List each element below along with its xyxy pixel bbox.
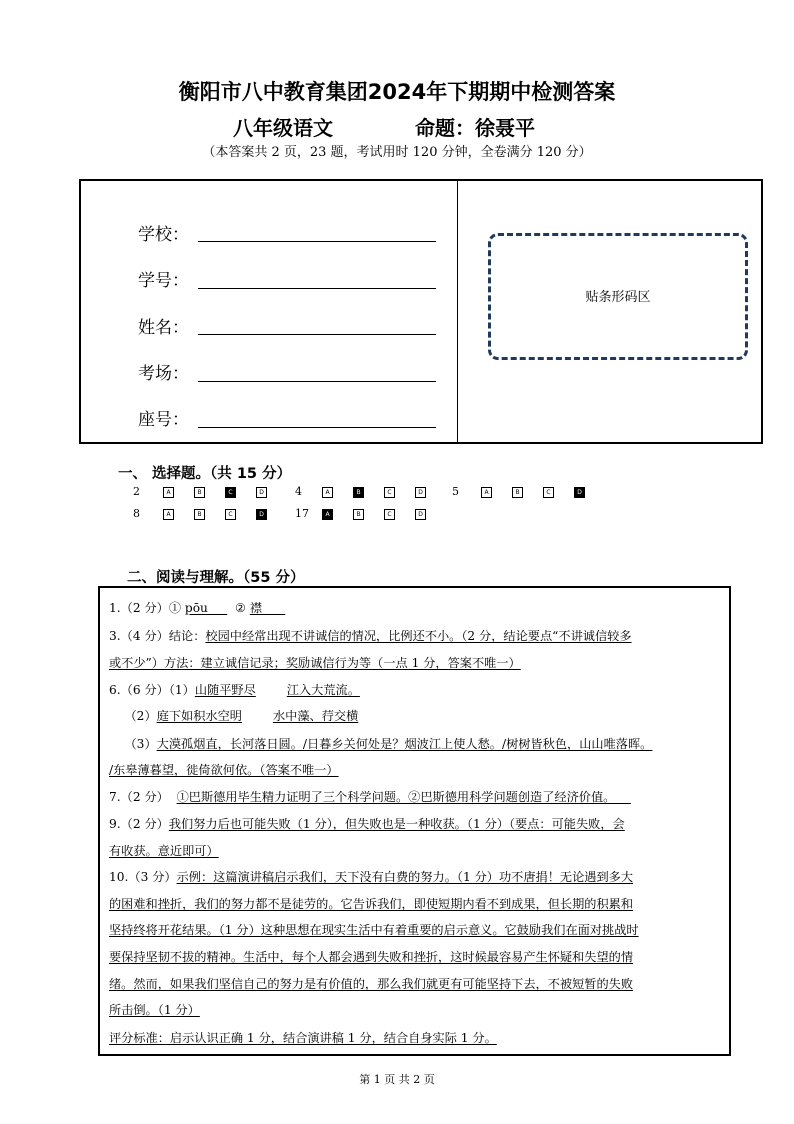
answer-prefix: （2） (109, 709, 157, 723)
option-bubble-d[interactable]: D (256, 487, 267, 498)
answer-text: 校园中经常出现不讲诚信的情况，比例还不小。（2 分，结论要点“不讲诚信较多 (205, 629, 632, 643)
answer-line (109, 736, 652, 752)
info-box-divider (457, 181, 458, 442)
answer-text: 要保持坚韧不拔的精神。生活中，每个人都会遇到失败和挫折，这时候最容易产生怀疑和失望的情 (109, 950, 634, 964)
answer-line (109, 600, 285, 616)
option-bubble-d[interactable]: D (415, 487, 426, 498)
answer-line (109, 976, 633, 992)
question-number: 5 (452, 485, 459, 498)
option-bubble-c[interactable]: C (225, 509, 236, 520)
answer-text: 襟 (249, 601, 286, 615)
answer-line (109, 762, 339, 778)
exam-note: （本答案共 2 页，23 题，考试用时 120 分钟，全卷满分 120 分） (202, 145, 592, 160)
option-bubble-c[interactable]: C (543, 487, 554, 498)
option-bubble-c[interactable]: C (225, 487, 236, 498)
exam-room-field[interactable] (198, 381, 436, 382)
school-field[interactable] (198, 241, 436, 242)
answer-text: pōu (184, 601, 228, 615)
option-bubble-a[interactable]: A (163, 509, 174, 520)
answer-text: 庭下如积水空明 (156, 709, 242, 723)
author-label: 命题：徐聂平 (415, 116, 535, 140)
question-number: 4 (295, 485, 302, 498)
subject-label: 八年级语文 (233, 116, 333, 140)
page-footer: 第 1 页 共 2 页 (359, 1073, 435, 1086)
answer-prefix: 7.（2 分） (109, 790, 177, 804)
answer-text: 山随平野尽 (194, 683, 256, 697)
barcode-label: 贴条形码区 (585, 290, 651, 305)
answer-prefix: 1.（2 分）① (109, 601, 185, 615)
answer-text: 水中藻、荇交横 (272, 709, 359, 723)
answer-prefix (242, 709, 273, 723)
option-bubble-d[interactable]: D (256, 509, 267, 520)
answer-line (109, 1002, 200, 1018)
option-bubble-c[interactable]: C (384, 487, 395, 498)
exam-title: 衡阳市八中教育集团2024年下期期中检测答案 (178, 80, 616, 104)
answer-prefix: 6.（6 分）（1） (109, 683, 195, 697)
option-bubble-b[interactable]: B (353, 509, 364, 520)
answer-text: 我们努力后也可能失败（1 分），但失败也是一种收获。（1 分）（要点：可能失败，会 (168, 817, 625, 831)
option-bubble-b[interactable]: B (353, 487, 364, 498)
question-number: 17 (295, 507, 309, 520)
option-bubble-b[interactable]: B (194, 487, 205, 498)
answer-line (109, 896, 633, 912)
answer-prefix: 9.（2 分） (109, 817, 169, 831)
name-field[interactable] (198, 334, 436, 335)
answer-line (109, 816, 625, 832)
student-id-label: 学号： (138, 271, 189, 291)
answer-text: 示例：这篇演讲稿启示我们，天下没有白费的努力。（1 分）功不唐捐！无论遇到多大 (176, 870, 634, 884)
option-bubble-a[interactable]: A (322, 487, 333, 498)
school-label: 学校： (138, 225, 189, 245)
answer-line (109, 869, 633, 885)
option-bubble-d[interactable]: D (415, 509, 426, 520)
answer-line (109, 708, 358, 724)
option-bubble-a[interactable]: A (481, 487, 492, 498)
answer-prefix: （3） (109, 737, 157, 751)
answer-line (109, 789, 631, 805)
answer-line (109, 655, 521, 671)
section2-heading: 二、阅读与理解。（55 分） (127, 570, 305, 586)
answer-text: 评分标准：启示认识正确 1 分，结合演讲稿 1 分，结合自身实际 1 分。 (109, 1031, 497, 1045)
student-id-field[interactable] (198, 288, 436, 289)
option-bubble-c[interactable]: C (384, 509, 395, 520)
option-bubble-a[interactable]: A (163, 487, 174, 498)
answer-prefix: ② (227, 601, 250, 615)
answer-prefix: 10.（3 分） (109, 870, 177, 884)
answer-text: 绪。然而，如果我们坚信自己的努力是有价值的，那么我们就更有可能坚持下去，不被短暂的失败 (109, 977, 634, 991)
answer-text: 的困难和挫折，我们的努力都不是徒劳的。它告诉我们，即使短期内看不到成果，但长期的积累和 (109, 897, 634, 911)
answer-prefix: 3.（4 分）结论： (109, 629, 206, 643)
option-bubble-a[interactable]: A (322, 509, 333, 520)
option-bubble-b[interactable]: B (512, 487, 523, 498)
answer-text: 所击倒。（1 分） (109, 1003, 200, 1017)
section1-heading: 一、 选择题。（共 15 分） (118, 466, 292, 482)
answer-prefix (256, 683, 287, 697)
answer-line (109, 628, 632, 644)
answer-text: 坚持终将开花结果。（1 分）这种思想在现实生活中有着重要的启示意义。它鼓励我们在面对挑战时 (109, 923, 639, 937)
question-number: 8 (133, 507, 140, 520)
option-bubble-b[interactable]: B (194, 509, 205, 520)
question-number: 2 (133, 485, 140, 498)
seat-field[interactable] (198, 427, 436, 428)
answer-line (109, 843, 219, 859)
answer-text: 或不少”）方法：建立诚信记录；奖励诚信行为等（一点 1 分，答案不唯一） (109, 656, 521, 670)
answer-text: 有收获。意近即可） (109, 844, 219, 858)
exam-room-label: 考场： (138, 364, 189, 384)
answer-text: 江入大荒流。 (286, 683, 360, 697)
option-bubble-d[interactable]: D (574, 487, 585, 498)
answer-line (109, 1030, 497, 1046)
answer-text: 大漠孤烟直，长河落日圆。/日暮乡关何处是？烟波江上使人愁。/树树皆秋色，山山唯落晖。 (156, 737, 653, 751)
answer-line (109, 682, 360, 698)
seat-label: 座号： (138, 410, 189, 430)
answer-text: ①巴斯德用毕生精力证明了三个科学问题。②巴斯德用科学问题创造了经济价值。 (176, 790, 631, 804)
name-label: 姓名： (138, 318, 189, 338)
answer-line (109, 949, 633, 965)
answer-text: /东皋薄暮望，徙倚欲何依。（答案不唯一） (109, 763, 339, 777)
answer-line (109, 922, 639, 938)
